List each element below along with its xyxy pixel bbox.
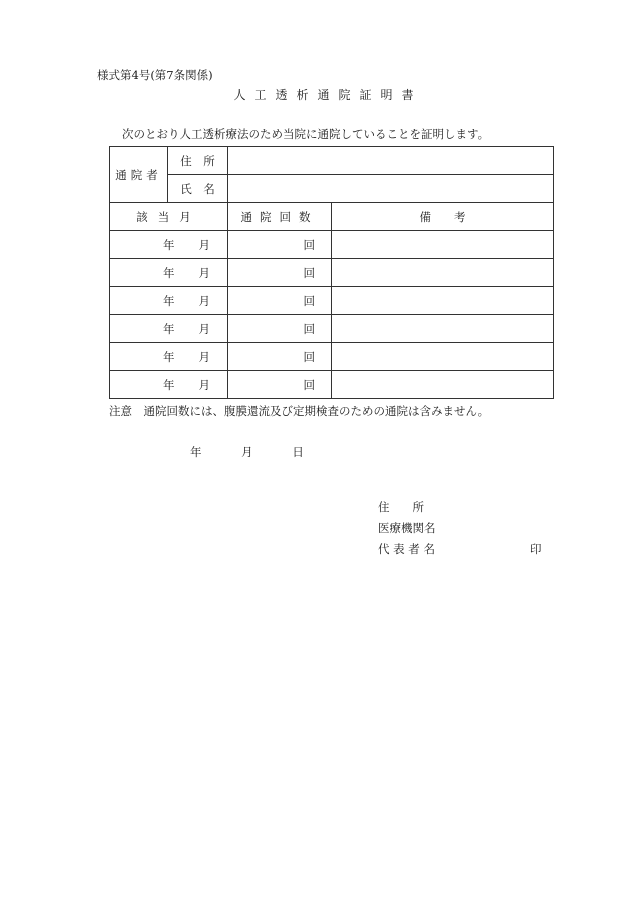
form-number: 様式第4号(第7条関係) xyxy=(97,68,213,82)
signature-address-label: 住 所 xyxy=(378,500,424,514)
remarks-cell[interactable] xyxy=(332,315,554,343)
visit-count-cell[interactable]: 回 xyxy=(228,315,332,343)
visit-count-cell[interactable]: 回 xyxy=(228,231,332,259)
visit-count-cell[interactable]: 回 xyxy=(228,371,332,399)
table-row xyxy=(110,371,554,399)
remarks-cell[interactable] xyxy=(332,343,554,371)
column-header-month: 該当月 xyxy=(110,203,228,231)
remarks-cell[interactable] xyxy=(332,231,554,259)
remarks-cell[interactable] xyxy=(332,371,554,399)
month-cell[interactable]: 年 月 xyxy=(110,287,228,315)
visit-count-cell[interactable]: 回 xyxy=(228,287,332,315)
signature-representative-label: 代 表 者 名 xyxy=(378,542,435,556)
table-row xyxy=(110,315,554,343)
month-cell[interactable]: 年 月 xyxy=(110,259,228,287)
date-year: 年 xyxy=(190,445,202,459)
date-month: 月 xyxy=(241,445,253,459)
month-cell[interactable]: 年 月 xyxy=(110,231,228,259)
date-line xyxy=(190,444,304,460)
date-day: 日 xyxy=(292,445,304,459)
visit-count-cell[interactable]: 回 xyxy=(228,343,332,371)
patient-group-label: 通院者 xyxy=(110,147,168,203)
month-cell[interactable]: 年 月 xyxy=(110,371,228,399)
column-header-remarks: 備 考 xyxy=(332,203,554,231)
table-row xyxy=(110,287,554,315)
name-field[interactable] xyxy=(228,175,554,203)
name-label: 氏 名 xyxy=(168,175,228,203)
note-text: 注意 通院回数には、腹膜還流及び定期検査のための通院は含みません。 xyxy=(109,404,490,418)
seal-mark: 印 xyxy=(530,542,542,556)
signature-institution-label: 医療機関名 xyxy=(378,521,436,535)
table-row xyxy=(110,343,554,371)
remarks-cell[interactable] xyxy=(332,287,554,315)
address-field[interactable] xyxy=(228,147,554,175)
column-header-visits: 通院回数 xyxy=(228,203,332,231)
document-title: 人工透析通院証明書 xyxy=(233,88,423,102)
month-cell[interactable]: 年 月 xyxy=(110,315,228,343)
table-row xyxy=(110,259,554,287)
table-row xyxy=(110,231,554,259)
intro-text: 次のとおり人工透析療法のため当院に通院していることを証明します。 xyxy=(122,127,490,141)
address-label: 住 所 xyxy=(168,147,228,175)
remarks-cell[interactable] xyxy=(332,259,554,287)
certificate-table xyxy=(109,146,554,399)
month-cell[interactable]: 年 月 xyxy=(110,343,228,371)
visit-count-cell[interactable]: 回 xyxy=(228,259,332,287)
